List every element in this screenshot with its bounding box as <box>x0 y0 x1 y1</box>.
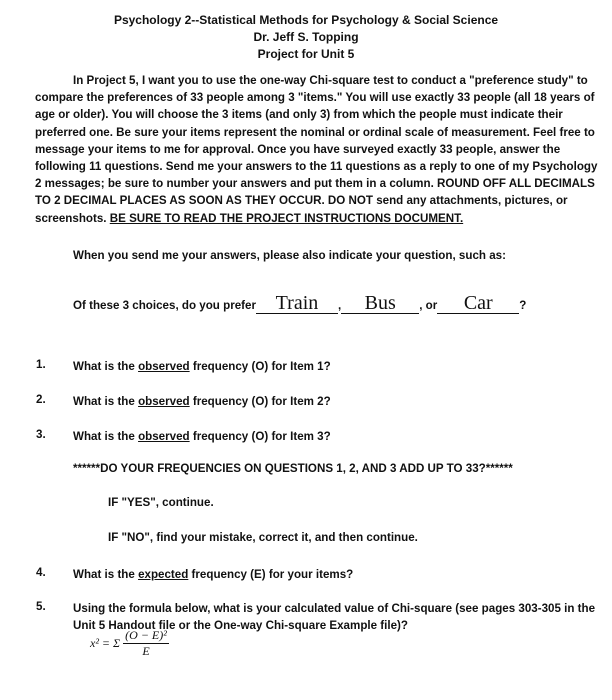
question-number: 3. <box>36 428 46 441</box>
question-text: What is the observed frequency (O) for Item 3? <box>73 430 331 443</box>
send-note: When you send me your answers, please also indicate your question, such as: <box>73 249 506 262</box>
choice-blank-2: Bus <box>341 293 419 314</box>
instructor-name: Dr. Jeff S. Topping <box>253 30 359 44</box>
intro-text: In Project 5, I want you to use the one-way Chi-square test to conduct a "preference study" to compare the preferences of 33 people among 3 "items." You will use exactly 33 people (all 18 years of age or older). You will choose the 3 items (and only 3) from which the people must indicate their preferred one. Be sure your items represent the nominal or ordinal scale of measurement. Feel free to message your items to me for approval. Once you have surveyed exactly 33 people, answer the following 11 questions. Send me your answers to the 11 questions as a reply to one of my Psychology 2 messages; be sure to number your answers and put them in a column. ROUND OFF ALL DECIMALS TO 2 DECIMAL PLACES AS SOON AS THEY OCCUR. DO NOT send any attachments, pictures, or screenshots. <box>35 74 598 225</box>
course-title: Psychology 2--Statistical Methods for Psychology & Social Science <box>113 13 499 27</box>
question-number: 2. <box>36 393 46 406</box>
example-question <box>73 293 526 314</box>
example-or: , or <box>419 299 438 312</box>
question-number: 1. <box>36 358 46 371</box>
question-number: 4. <box>36 566 46 579</box>
formula-fraction <box>123 628 169 659</box>
instructions-reminder: BE SURE TO READ THE PROJECT INSTRUCTIONS DOCUMENT. <box>109 211 464 225</box>
expected-term: expected <box>138 568 189 581</box>
formula-lhs: x² = Σ <box>90 636 121 650</box>
example-prefix: Of these 3 choices, do you prefer <box>73 299 256 312</box>
question-text: What is the observed frequency (O) for Item 2? <box>73 395 331 408</box>
chi-square-formula <box>90 628 169 659</box>
formula-denominator: E <box>142 644 150 658</box>
observed-term: observed <box>138 430 190 443</box>
example-suffix: ? <box>519 299 527 312</box>
if-no-note: IF "NO", find your mistake, correct it, and then continue. <box>108 531 418 544</box>
question-number: 5. <box>36 600 46 613</box>
frequency-check-note: ******DO YOUR FREQUENCIES ON QUESTIONS 1, 2, AND 3 ADD UP TO 33?****** <box>73 462 513 475</box>
question-text: Using the formula below, what is your calculated value of Chi-square (see pages 303-305 in the Unit 5 Handout file or the One-way Chi-square Example file)? <box>73 602 596 632</box>
example-comma: , <box>337 299 342 312</box>
formula-numerator: (O − E)² <box>125 628 167 642</box>
question-text: What is the observed frequency (O) for Item 1? <box>73 360 331 373</box>
question-text: What is the expected frequency (E) for your items? <box>73 568 354 581</box>
if-yes-note: IF "YES", continue. <box>108 496 214 509</box>
document-header <box>0 12 612 63</box>
choice-blank-1: Train <box>256 293 338 314</box>
observed-term: observed <box>138 395 190 408</box>
intro-paragraph <box>35 72 601 227</box>
observed-term: observed <box>138 360 190 373</box>
choice-blank-3: Car <box>437 293 519 314</box>
project-title: Project for Unit 5 <box>257 47 355 61</box>
